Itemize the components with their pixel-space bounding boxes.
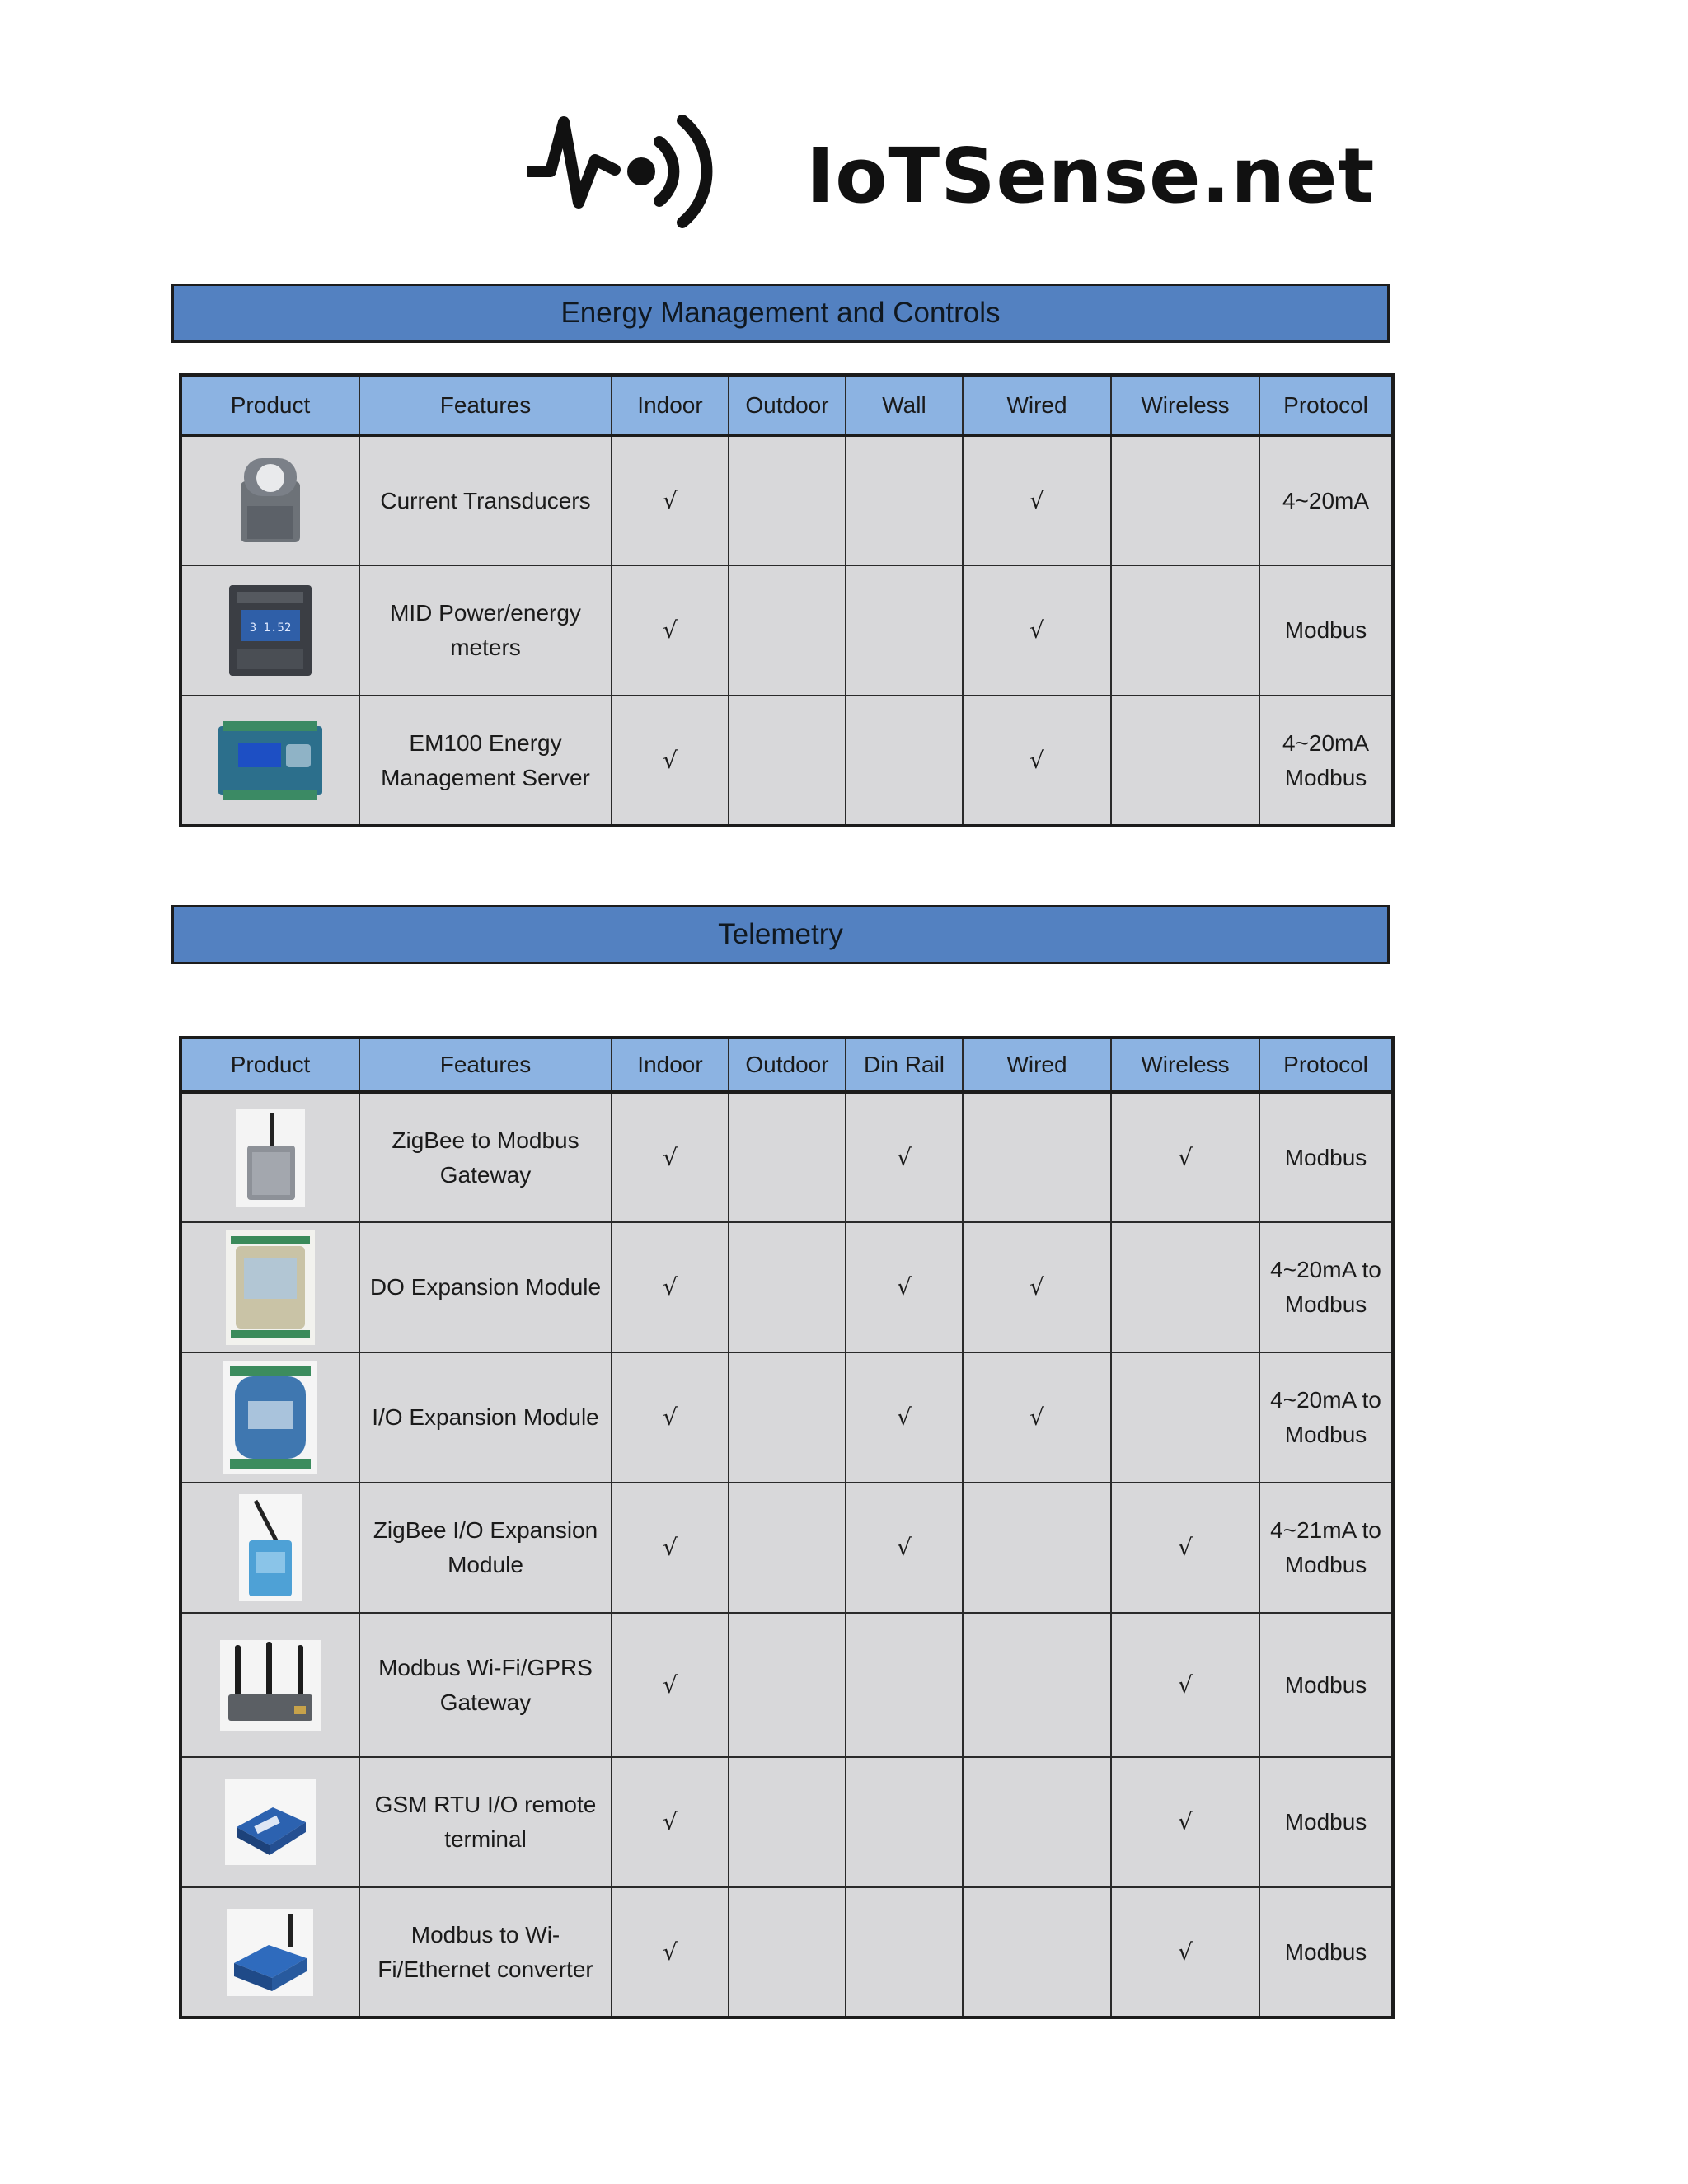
protocol-cell: Modbus <box>1259 1757 1393 1887</box>
table-row <box>181 1222 1393 1352</box>
wireless-check: √ <box>1111 1092 1259 1222</box>
feature-cell: Modbus Wi-Fi/GPRS Gateway <box>359 1613 612 1757</box>
outdoor-cell <box>729 1483 846 1613</box>
wireless-cell <box>1111 1352 1259 1483</box>
wired-check: √ <box>963 1352 1111 1483</box>
din-rail-check: √ <box>846 1092 963 1222</box>
wired-check: √ <box>963 565 1111 696</box>
wired-cell <box>963 1757 1111 1887</box>
protocol-cell: Modbus <box>1259 1887 1393 2018</box>
outdoor-cell <box>729 565 846 696</box>
indoor-check: √ <box>612 435 729 565</box>
col-header-indoor: Indoor <box>612 375 729 435</box>
table-row <box>181 1613 1393 1757</box>
product-image-cell <box>181 1483 359 1613</box>
section-title-energy: Energy Management and Controls <box>171 284 1390 343</box>
wired-check: √ <box>963 435 1111 565</box>
product-image-cell <box>181 1613 359 1757</box>
outdoor-cell <box>729 1613 846 1757</box>
outdoor-cell <box>729 1352 846 1483</box>
zigbee-gateway-image <box>236 1109 305 1207</box>
svg-text:3 1.52: 3 1.52 <box>249 621 292 635</box>
feature-cell: I/O Expansion Module <box>359 1352 612 1483</box>
table-row <box>181 435 1393 565</box>
col-header-product: Product <box>181 375 359 435</box>
do-expansion-module-image <box>226 1230 315 1345</box>
col-header-outdoor: Outdoor <box>729 375 846 435</box>
col-header-features: Features <box>359 1038 612 1092</box>
signal-wave-logo-icon <box>528 105 725 237</box>
din-rail-cell <box>846 1887 963 2018</box>
wired-cell <box>963 1092 1111 1222</box>
wifi-ethernet-converter-image <box>227 1909 313 1996</box>
din-rail-check: √ <box>846 1222 963 1352</box>
feature-cell: MID Power/energy meters <box>359 565 612 696</box>
brand-name: IoTSense.net <box>806 132 1376 220</box>
wired-cell <box>963 1483 1111 1613</box>
col-header-din-rail: Din Rail <box>846 1038 963 1092</box>
col-header-indoor: Indoor <box>612 1038 729 1092</box>
col-header-protocol: Protocol <box>1259 375 1393 435</box>
section-title-telemetry: Telemetry <box>171 905 1390 964</box>
wireless-cell <box>1111 565 1259 696</box>
outdoor-cell <box>729 435 846 565</box>
energy-server-image <box>217 721 324 800</box>
feature-cell: Current Transducers <box>359 435 612 565</box>
protocol-cell: 4~21mA to Modbus <box>1259 1483 1393 1613</box>
product-image-cell <box>181 1757 359 1887</box>
outdoor-cell <box>729 1222 846 1352</box>
wall-cell <box>846 435 963 565</box>
feature-cell: GSM RTU I/O remote terminal <box>359 1757 612 1887</box>
wireless-check: √ <box>1111 1887 1259 2018</box>
product-image-cell <box>181 1352 359 1483</box>
wireless-cell <box>1111 1222 1259 1352</box>
col-header-protocol: Protocol <box>1259 1038 1393 1092</box>
energy-products-table <box>179 373 1395 827</box>
col-header-wireless: Wireless <box>1111 375 1259 435</box>
col-header-wired: Wired <box>963 375 1111 435</box>
gsm-rtu-terminal-image <box>225 1779 316 1865</box>
feature-cell: ZigBee I/O Expansion Module <box>359 1483 612 1613</box>
table-row <box>181 1352 1393 1483</box>
protocol-cell: 4~20mA Modbus <box>1259 696 1393 826</box>
din-rail-check: √ <box>846 1483 963 1613</box>
indoor-check: √ <box>612 1757 729 1887</box>
protocol-cell: Modbus <box>1259 1613 1393 1757</box>
outdoor-cell <box>729 1887 846 2018</box>
wifi-gprs-gateway-image <box>220 1640 321 1731</box>
product-image-cell <box>181 1092 359 1222</box>
col-header-features: Features <box>359 375 612 435</box>
col-header-outdoor: Outdoor <box>729 1038 846 1092</box>
feature-cell: EM100 Energy Management Server <box>359 696 612 826</box>
indoor-check: √ <box>612 1352 729 1483</box>
indoor-check: √ <box>612 1887 729 2018</box>
product-image-cell <box>181 565 359 696</box>
wall-cell <box>846 696 963 826</box>
outdoor-cell <box>729 1092 846 1222</box>
col-header-wired: Wired <box>963 1038 1111 1092</box>
table-row <box>181 565 1393 696</box>
table-header-row <box>181 375 1393 435</box>
table-row <box>181 1887 1393 2018</box>
telemetry-products-table <box>179 1036 1395 2019</box>
din-rail-cell <box>846 1757 963 1887</box>
table-row <box>181 1483 1393 1613</box>
col-header-wireless: Wireless <box>1111 1038 1259 1092</box>
table-row <box>181 696 1393 826</box>
feature-cell: ZigBee to Modbus Gateway <box>359 1092 612 1222</box>
indoor-check: √ <box>612 1483 729 1613</box>
zigbee-io-module-image <box>239 1494 302 1601</box>
wireless-check: √ <box>1111 1613 1259 1757</box>
wall-cell <box>846 565 963 696</box>
wired-cell <box>963 1613 1111 1757</box>
indoor-check: √ <box>612 565 729 696</box>
indoor-check: √ <box>612 696 729 826</box>
wireless-check: √ <box>1111 1483 1259 1613</box>
feature-cell: Modbus to Wi- Fi/Ethernet converter <box>359 1887 612 2018</box>
wireless-check: √ <box>1111 1757 1259 1887</box>
indoor-check: √ <box>612 1613 729 1757</box>
io-expansion-module-image <box>223 1361 317 1474</box>
protocol-cell: 4~20mA to Modbus <box>1259 1222 1393 1352</box>
product-image-cell <box>181 1887 359 2018</box>
power-meter-image <box>226 582 315 679</box>
brand-logo <box>528 105 1376 237</box>
indoor-check: √ <box>612 1092 729 1222</box>
current-transducer-image <box>237 457 303 546</box>
indoor-check: √ <box>612 1222 729 1352</box>
table-header-row <box>181 1038 1393 1092</box>
col-header-product: Product <box>181 1038 359 1092</box>
wired-cell <box>963 1887 1111 2018</box>
table-row <box>181 1757 1393 1887</box>
feature-cell: DO Expansion Module <box>359 1222 612 1352</box>
wired-check: √ <box>963 1222 1111 1352</box>
col-header-wall: Wall <box>846 375 963 435</box>
outdoor-cell <box>729 696 846 826</box>
protocol-cell: 4~20mA <box>1259 435 1393 565</box>
wired-check: √ <box>963 696 1111 826</box>
din-rail-check: √ <box>846 1352 963 1483</box>
protocol-cell: Modbus <box>1259 1092 1393 1222</box>
product-image-cell <box>181 435 359 565</box>
product-image-cell <box>181 1222 359 1352</box>
outdoor-cell <box>729 1757 846 1887</box>
wireless-cell <box>1111 696 1259 826</box>
protocol-cell: Modbus <box>1259 565 1393 696</box>
din-rail-cell <box>846 1613 963 1757</box>
table-row <box>181 1092 1393 1222</box>
product-image-cell <box>181 696 359 826</box>
protocol-cell: 4~20mA to Modbus <box>1259 1352 1393 1483</box>
wireless-cell <box>1111 435 1259 565</box>
